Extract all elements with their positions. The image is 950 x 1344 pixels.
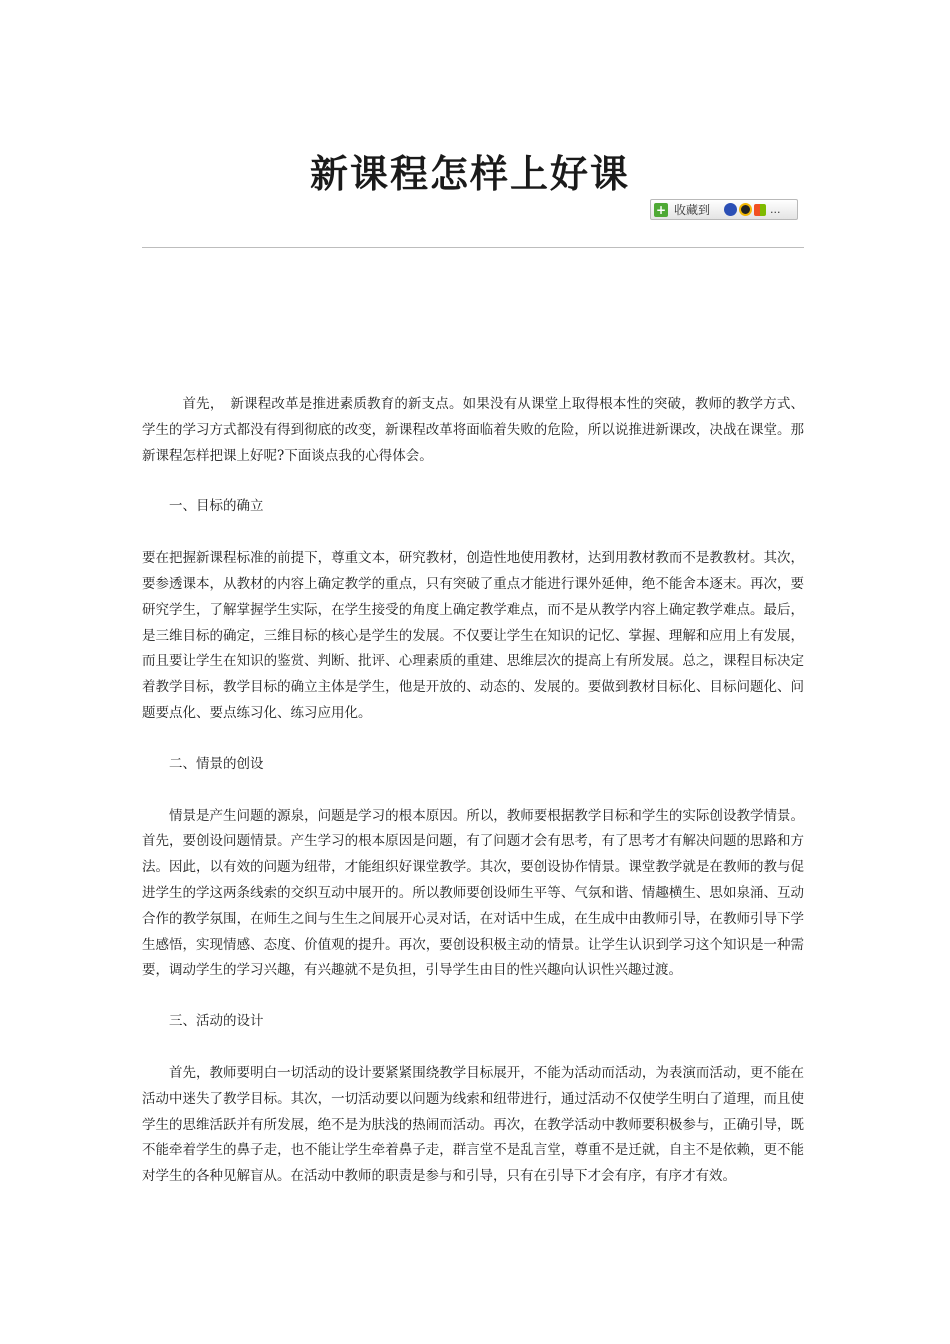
page-title: 新课程怎样上好课 (309, 151, 630, 196)
qq-penguin-icon[interactable] (739, 203, 752, 216)
more-services[interactable]: ... (770, 203, 781, 216)
section-heading-scenario: 二、情景的创设 (169, 755, 264, 772)
section-body-goals: 要在把握新课程标准的前提下，尊重文本，研究教材，创造性地使用教材，达到用教材教而不是教教材。其次，要参透课本，从教材的内容上确定教学的重点，只有突破了重点才能进行课外延伸，绝不能舍本逐末。再次，要研究学生，了解掌握学生实际，在学生接受的角度上确定教学难点，而不是从教学内容上确定教学难点。最后，是三维目标的确定，三维目标的核心是学生的发展。不仅要让学生在知识的记忆、掌握、理解和应用上有发展，而且要让学生在知识的鉴赏、判断、批评、心理素质的重建、思维层次的提高上有所发展。总之，课程目标决定着教学目标，教学目标的确立主体是学生，他是开放的、动态的、发展的。要做到教材目标化、目标问题化、问题要点化、要点练习化、练习应用化。 (142, 550, 804, 721)
section-heading-activities: 三、活动的设计 (169, 1013, 264, 1030)
section-body-activities: 首先，教师要明白一切活动的设计要紧紧围绕教学目标展开，不能为活动而活动，为表演而活动，更不能在活动中迷失了教学目标。其次，一切活动要以问题为线索和纽带进行，通过活动不仅使学生明白了道理，而且使学生的思维活跃并有所发展，绝不是为肤浅的热闹而活动。再次，在教学活动中教师要积极参与，正确引导，既不能牵着学生的鼻子走，也不能让学生牵着鼻子走，群言堂不是乱言堂，尊重不是迁就，自主不是依赖，更不能对学生的各种见解盲从。在活动中教师的职责是参与和引导，只有在引导下才会有序，有序才有效。 (142, 1064, 804, 1185)
title-divider (142, 247, 804, 248)
section-heading-goals: 一、目标的确立 (169, 498, 264, 515)
bookmark-button[interactable] (650, 199, 798, 220)
intro-paragraph: 首先， 新课程改革是推进素质教育的新支点。如果没有从课堂上取得根本性的突破，教师的教学方式、学生的学习方式都没有得到彻底的改变，新课程改革将面临着失败的危险，所以说推进新课改，决战在课堂。那新课程怎样把课上好呢?下面谈点我的心得体会。 (142, 396, 804, 464)
windows-live-icon[interactable] (754, 204, 766, 216)
bookmark-label: 收藏到 (674, 203, 711, 217)
section-body-scenario: 情景是产生问题的源泉，问题是学习的根本原因。所以，教师要根据教学目标和学生的实际创设教学情景。首先，要创设问题情景。产生学习的根本原因是问题，有了问题才会有思考，有了思考才有解决问题的思路和方法。因此，以有效的问题为纽带，才能组织好课堂教学。其次，要创设协作情景。课堂教学就是在教师的教与促进学生的学这两条线索的交织互动中展开的。所以教师要创设师生平等、气氛和谐、情趣横生、思如泉涌、互动合作的教学氛围，在师生之间与生生之间展开心灵对话，在对话中生成，在生成中由教师引导，在教师引导下学生感悟，实现情感、态度、价值观的提升。再次，要创设积极主动的情景。让学生认识到学习这个知识是一种需要，调动学生的学习兴趣，有兴趣就不是负担，引导学生由目的性兴趣向认识性兴趣过渡。 (142, 807, 804, 979)
plus-icon: + (655, 202, 667, 217)
baidu-paw-icon[interactable] (724, 203, 737, 216)
article-body (142, 392, 804, 1190)
